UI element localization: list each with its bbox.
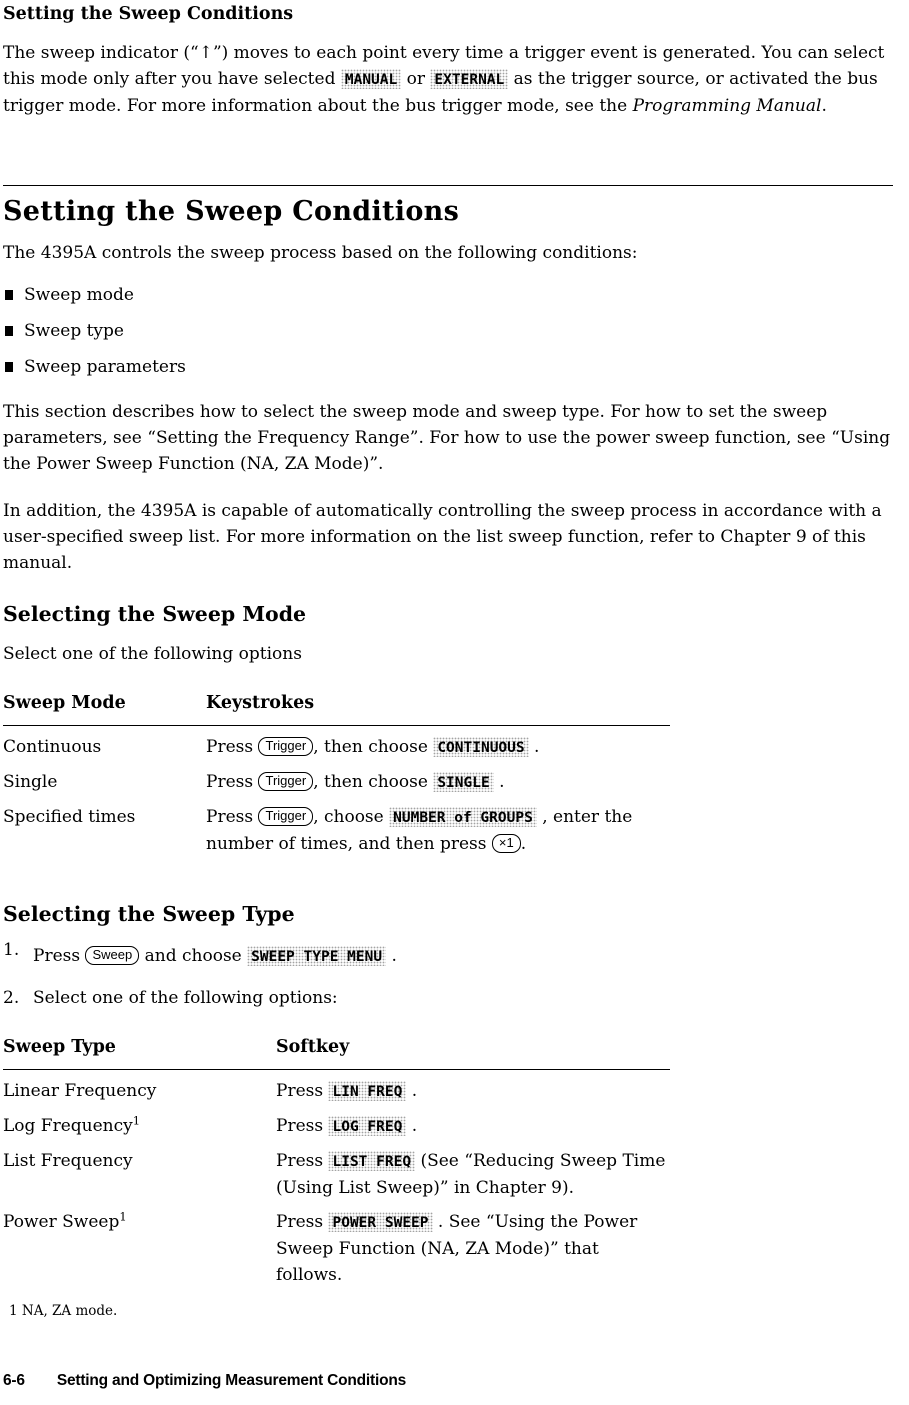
sweep-mode-table [3, 690, 670, 857]
step-item [3, 940, 893, 970]
footer-chapter-title: Setting and Optimizing Measurement Conditions [56, 1372, 407, 1389]
step-text: Select one of the following options: [33, 988, 338, 1008]
step-item [3, 985, 893, 1011]
table-row [3, 769, 670, 796]
softkey-cell: Press LOG FREQ . [276, 1116, 418, 1136]
softkey-label: CONTINUOUS [433, 737, 528, 757]
table-row [3, 1113, 670, 1140]
sweep-type-steps [3, 940, 893, 1011]
softkey-cell: Press LIN FREQ . [276, 1081, 418, 1101]
softkey-label: SINGLE [433, 772, 493, 792]
table-header-row [3, 1034, 670, 1070]
hardkey-label: ×1 [492, 834, 521, 853]
keystrokes-cell: Press Trigger , choose NUMBER of GROUPS , enter the number of times, and then press ×1 . [206, 807, 633, 854]
table-row [3, 1209, 670, 1288]
sweep-type-heading: Selecting the Sweep Type [3, 902, 295, 926]
softkey-label: EXTERNAL [430, 69, 508, 89]
sweep-type-cell: Linear Frequency [3, 1081, 157, 1101]
sweep-mode-heading: Selecting the Sweep Mode [3, 602, 307, 626]
hardkey-label: Trigger [258, 737, 313, 756]
bullet-label: Sweep mode [24, 285, 134, 305]
running-head-title: Setting the Sweep Conditions [3, 4, 294, 24]
sweep-type-cell: Log Frequency$^1$ [3, 1113, 141, 1136]
list-item [3, 356, 893, 378]
softkey-cell: Press POWER SWEEP . See “Using the Power Sweep Function (NA, ZA Mode)” that follows. [276, 1212, 638, 1285]
table-row [3, 734, 670, 761]
softkey-cell: Press LIST FREQ (See “Reducing Sweep Time (Using List Sweep)” in Chapter 9). [276, 1151, 666, 1198]
bullet-square-icon [5, 290, 13, 300]
sweep-mode-cell: Continuous [3, 737, 102, 757]
softkey-label: SWEEP TYPE MENU [247, 946, 386, 966]
table-footnote: 1 NA, ZA mode. [9, 1303, 118, 1319]
table-header-row [3, 690, 670, 726]
superscript-marker: 1 [132, 1113, 141, 1128]
list-item [3, 320, 893, 342]
softkey-label: POWER SWEEP [328, 1212, 432, 1232]
softkey-label: MANUAL [341, 69, 401, 89]
hardkey-label: Sweep [85, 946, 139, 965]
superscript-marker: 1 [119, 1209, 127, 1224]
bullet-label: Sweep parameters [24, 357, 186, 377]
italic-text: Programming Manual [632, 96, 822, 116]
softkey-label: LOG FREQ [328, 1116, 406, 1136]
bullet-square-icon [5, 326, 13, 336]
column-header: Keystrokes [206, 693, 315, 713]
sweep-mode-cell: Specified times [3, 807, 136, 827]
softkey-label: LIST FREQ [328, 1151, 415, 1171]
table-row [3, 1078, 670, 1105]
section-divider-rule [3, 185, 893, 186]
softkey-label: LIN FREQ [328, 1081, 406, 1101]
sweep-mode-lead: Select one of the following options [3, 644, 302, 664]
section-paragraph: This section describes how to select the sweep mode and sweep type. For how to set the sweep parameters, see “Setting the Frequency Range”. For how to use the power sweep function, see “Using the Power Sweep Function (NA, ZA Mode)”. [3, 402, 891, 474]
intro-paragraph: The sweep indicator (“↑”) moves to each point every time a trigger event is generated. You can select this mode only after you have selected MANUAL or EXTERNAL as the trigger source, or activated the bus trigger mode. For more information about the bus trigger mode, see the Programming Manual. [3, 43, 885, 116]
sweep-type-cell: List Frequency [3, 1151, 133, 1171]
page-footer [3, 1368, 406, 1394]
column-header: Sweep Mode [3, 693, 126, 713]
sweep-type-cell: Power Sweep$^1$ [3, 1209, 127, 1232]
step-number: 2. [3, 988, 20, 1008]
page-title: Setting the Sweep Conditions [3, 196, 460, 227]
hardkey-label: Trigger [258, 772, 313, 791]
step-number: 1. [3, 940, 20, 960]
conditions-lead-text: The 4395A controls the sweep process based on the following conditions: [3, 243, 638, 263]
bullet-label: Sweep type [24, 321, 124, 341]
sweep-mode-cell: Single [3, 772, 58, 792]
column-header: Softkey [276, 1037, 350, 1057]
bullet-square-icon [5, 362, 13, 372]
table-row [3, 804, 670, 857]
conditions-bullet-list [3, 284, 893, 378]
column-header: Sweep Type [3, 1037, 116, 1057]
table-row [3, 1148, 670, 1201]
sweep-type-table [3, 1034, 670, 1288]
section-paragraph: In addition, the 4395A is capable of automatically controlling the sweep process in accordance with a user-specified sweep list. For more information on the list sweep function, refer to Chapter 9 of this manual. [3, 501, 882, 573]
list-item [3, 284, 893, 306]
keystrokes-cell: Press Trigger , then choose SINGLE . [206, 772, 505, 792]
page-number: 6-6 [3, 1372, 25, 1389]
softkey-label: NUMBER of GROUPS [389, 807, 537, 827]
step-text: Press Sweep and choose SWEEP TYPE MENU . [33, 946, 397, 966]
hardkey-label: Trigger [258, 807, 313, 826]
keystrokes-cell: Press Trigger , then choose CONTINUOUS . [206, 737, 540, 757]
